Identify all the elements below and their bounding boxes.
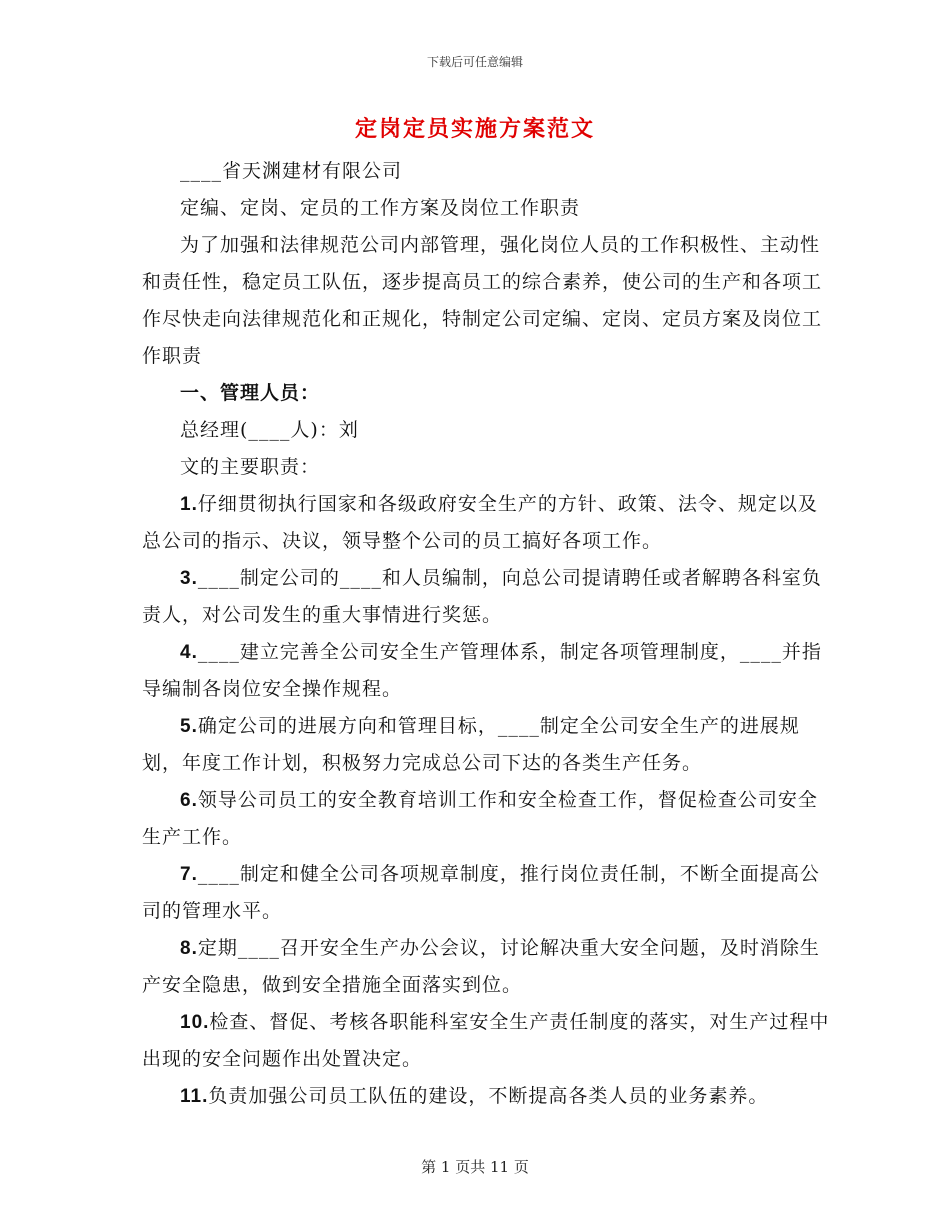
subtitle-line: 定编、定岗、定员的工作方案及岗位工作职责 [180, 197, 581, 219]
duty-item [142, 782, 832, 856]
duty-text: 定期____召开安全生产办公会议，讨论解决重大安全问题，及时消除生产安全隐患，做到安全措施全面落实到位。 [142, 937, 820, 996]
duty-number: 8. [180, 938, 198, 959]
duty-number: 1. [180, 494, 198, 515]
page-footer-number: 第 1 页共 11 页 [421, 1158, 529, 1176]
duty-item [142, 930, 832, 1004]
duty-number: 10. [180, 1012, 210, 1033]
duty-number: 5. [180, 716, 198, 737]
duty-text: ____制定公司的____和人员编制，向总公司提请聘任或者解聘各科室负责人，对公司发生的重大事情进行奖惩。 [142, 567, 822, 626]
general-manager-line: 总经理(____人)：刘 [180, 419, 359, 441]
duty-number: 11. [180, 1086, 209, 1107]
duty-text: 检查、督促、考核各职能科室安全生产责任制度的落实，对生产过程中出现的安全问题作出处置决定。 [142, 1011, 830, 1070]
duty-item [142, 486, 832, 560]
section-heading-management: 一、管理人员： [180, 382, 321, 404]
duty-item [142, 708, 832, 782]
duty-text: 负责加强公司员工队伍的建设，不断提高各类人员的业务素养。 [208, 1085, 769, 1107]
intro-paragraph: 为了加强和法律规范公司内部管理，强化岗位人员的工作积极性、主动性和责任性，稳定员工队伍，逐步提高员工的综合素养，使公司的生产和各项工作尽快走向法律规范化和正规化，特制定公司定编、定岗、定员方案及岗位工作职责 [142, 234, 823, 367]
duty-text: ____建立完善全公司安全生产管理体系，制定各项管理制度，____并指导编制各岗位安全操作规程。 [142, 641, 822, 700]
duty-number: 7. [180, 864, 198, 885]
duty-item [142, 560, 832, 634]
duty-item [142, 634, 832, 708]
duty-item [142, 1004, 832, 1078]
duty-number: 6. [180, 790, 198, 811]
duty-number: 3. [180, 568, 198, 589]
company-line: ____省天渊建材有限公司 [180, 160, 403, 182]
duty-text: ____制定和健全公司各项规章制度，推行岗位责任制，不断全面提高公司的管理水平。 [142, 863, 820, 922]
duty-text: 确定公司的进展方向和管理目标，____制定全公司安全生产的进展规划，年度工作计划，积极努力完成总公司下达的各类生产任务。 [142, 715, 800, 774]
duty-text: 领导公司员工的安全教育培训工作和安全检查工作，督促检查公司安全生产工作。 [142, 789, 818, 848]
duty-item [142, 1078, 832, 1115]
duty-number: 4. [180, 642, 198, 663]
document-title: 定岗定员实施方案范文 [354, 116, 595, 142]
duties-intro: 文的主要职责： [180, 456, 321, 478]
document-body [142, 153, 832, 1115]
duty-text: 仔细贯彻执行国家和各级政府安全生产的方针、政策、法令、规定以及总公司的指示、决议，领导整个公司的员工搞好各项工作。 [142, 493, 818, 552]
page-header-note: 下载后可任意编辑 [426, 55, 523, 69]
duty-item [142, 856, 832, 930]
